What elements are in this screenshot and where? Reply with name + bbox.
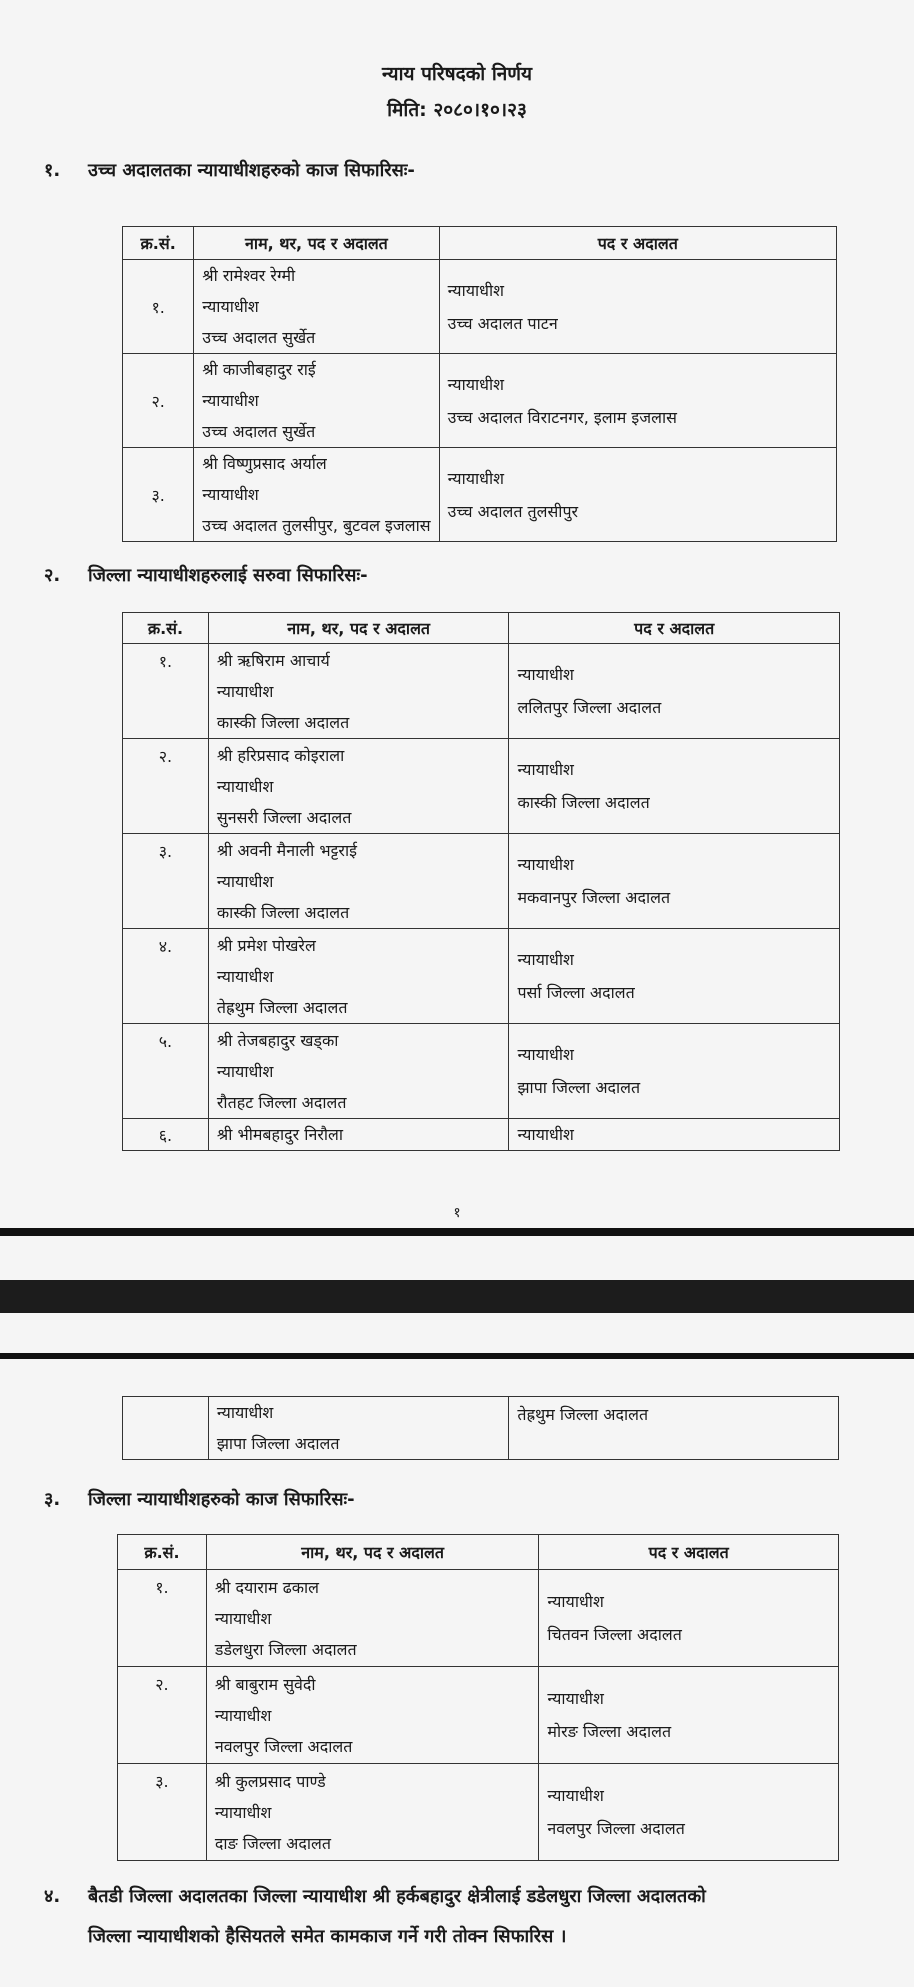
serial-number: ६. <box>123 1119 209 1151</box>
table-row <box>123 354 837 448</box>
document-date: मिति: २०८०।१०।२३ <box>387 99 527 121</box>
document-title: न्याय परिषदको निर्णय <box>381 63 533 85</box>
post-cell <box>439 354 836 448</box>
post-court: तेह्रथुम जिल्ला अदालत <box>517 1405 649 1424</box>
judge-name: श्री अवनी मैनाली भट्टराई <box>216 840 357 860</box>
section-number: ३. <box>44 1489 61 1510</box>
table-row <box>118 1764 839 1861</box>
serial-number: २. <box>123 739 209 834</box>
post-cell <box>539 1667 839 1764</box>
serial-number: २. <box>118 1667 207 1764</box>
post-cell <box>439 448 836 542</box>
post-title: न्यायाधीश <box>517 855 574 874</box>
column-header-sn: क्र.सं. <box>123 227 194 260</box>
name-cell <box>194 354 439 448</box>
judge-court: झापा जिल्ला अदालत <box>216 1434 340 1453</box>
post-court: झापा जिल्ला अदालत <box>517 1078 641 1097</box>
judge-court: उच्च अदालत सुर्खेत <box>202 422 316 441</box>
section-number: २. <box>44 565 61 586</box>
judge-title: न्यायाधीश <box>202 297 259 316</box>
table-row <box>123 1024 840 1119</box>
post-court: नवलपुर जिल्ला अदालत <box>547 1819 685 1838</box>
column-header-sn: क्र.सं. <box>123 613 209 644</box>
name-cell <box>206 1667 539 1764</box>
post-cell <box>509 1119 840 1151</box>
post-title: न्यायाधीश <box>447 374 504 394</box>
name-cell <box>206 1570 539 1667</box>
column-header-name: नाम, थर, पद र अदालत <box>206 1535 539 1570</box>
name-cell <box>194 448 439 542</box>
judge-name: श्री कुलप्रसाद पाण्डे <box>214 1771 326 1791</box>
table-header-row <box>118 1535 839 1570</box>
judge-name: श्री तेजबहादुर खड्का <box>216 1030 339 1050</box>
post-title: न्यायाधीश <box>547 1786 604 1805</box>
post-court: उच्च अदालत विराटनगर, इलाम इजलास <box>447 407 677 427</box>
serial-number: ३. <box>118 1764 207 1861</box>
judge-title: न्यायाधीश <box>214 1608 272 1628</box>
judge-court: दाङ जिल्ला अदालत <box>214 1833 331 1853</box>
post-cell <box>439 260 836 354</box>
section-title: जिल्ला न्यायाधीशहरुको काज सिफारिसः- <box>88 1489 355 1510</box>
post-title: न्यायाधीश <box>517 950 574 969</box>
paragraph-line: जिल्ला न्यायाधीशको हैसियतले समेत कामकाज गर्ने गरी तोक्न सिफारिस । <box>88 1926 567 1947</box>
judge-court: उच्च अदालत तुलसीपुर, बुटवल इजलास <box>202 516 431 535</box>
post-cell <box>509 1024 840 1119</box>
table-row <box>123 644 840 739</box>
name-cell <box>208 834 509 929</box>
section-title: जिल्ला न्यायाधीशहरुलाई सरुवा सिफारिसः- <box>88 565 368 586</box>
judge-name: श्री दयाराम ढकाल <box>214 1577 319 1597</box>
table-row <box>123 1119 840 1151</box>
page-divider <box>0 1228 914 1236</box>
serial-number: ४. <box>123 929 209 1024</box>
column-header-name: नाम, थर, पद र अदालत <box>208 613 509 644</box>
column-header-post: पद र अदालत <box>439 227 836 260</box>
table-header-row <box>123 227 837 260</box>
table-row <box>123 260 837 354</box>
post-cell <box>509 929 840 1024</box>
post-court: उच्च अदालत तुलसीपुर <box>447 501 579 521</box>
post-title: न्यायाधीश <box>447 468 504 488</box>
judge-title: न्यायाधीश <box>202 391 259 410</box>
post-title: न्यायाधीश <box>547 1689 604 1708</box>
post-court: मोरङ जिल्ला अदालत <box>547 1722 672 1741</box>
judge-name: श्री ऋषिराम आचार्य <box>216 650 330 670</box>
name-cell <box>208 1119 509 1151</box>
judge-title: न्यायाधीश <box>214 1705 272 1725</box>
column-header-post: पद र अदालत <box>509 613 840 644</box>
judge-title: न्यायाधीश <box>216 871 274 891</box>
paragraph-line: बैतडी जिल्ला अदालतका जिल्ला न्यायाधीश श्री हर्कबहादुर क्षेत्रीलाई डडेलधुरा जिल्ला अदालतको <box>88 1886 706 1907</box>
judge-court: सुनसरी जिल्ला अदालत <box>216 807 352 827</box>
judge-title: न्यायाधीश <box>216 681 274 701</box>
judge-court: कास्की जिल्ला अदालत <box>216 712 350 732</box>
section-2-heading <box>44 563 368 587</box>
serial-number: ५. <box>123 1024 209 1119</box>
post-title: न्यायाधीश <box>447 280 504 300</box>
page-gap <box>0 1236 914 1280</box>
column-header-sn: क्र.सं. <box>118 1535 207 1570</box>
section-title: उच्च अदालतका न्यायाधीशहरुको काज सिफारिसः- <box>88 160 415 181</box>
judge-name: श्री हरिप्रसाद कोइराला <box>216 745 345 765</box>
judge-title: न्यायाधीश <box>216 1061 274 1081</box>
post-cell <box>509 834 840 929</box>
post-title: न्यायाधीश <box>517 760 574 779</box>
judge-name: श्री भीमबहादुर निरौला <box>216 1125 344 1144</box>
post-court: ललितपुर जिल्ला अदालत <box>517 698 662 717</box>
post-cell <box>539 1764 839 1861</box>
section-3-heading <box>44 1487 355 1511</box>
table-header-row <box>123 613 840 644</box>
post-title: न्यायाधीश <box>517 665 574 684</box>
section-3-table <box>117 1534 839 1861</box>
judge-name: श्री रामेश्वर रेग्मी <box>202 266 296 285</box>
judge-court: तेह्रथुम जिल्ला अदालत <box>216 997 348 1017</box>
judge-title: न्यायाधीश <box>216 1403 274 1422</box>
post-court: पर्सा जिल्ला अदालत <box>517 983 635 1002</box>
name-cell <box>208 1397 509 1460</box>
section-1-table <box>122 226 837 542</box>
judge-court: उच्च अदालत सुर्खेत <box>202 328 316 347</box>
post-cell <box>509 1397 839 1460</box>
table-row <box>123 448 837 542</box>
judge-name: श्री प्रमेश पोखरेल <box>216 935 316 955</box>
serial-number: १. <box>123 260 194 354</box>
table-row <box>123 834 840 929</box>
table-row <box>123 739 840 834</box>
post-cell <box>539 1570 839 1667</box>
name-cell <box>208 644 509 739</box>
post-title: न्यायाधीश <box>517 1125 574 1144</box>
judge-name: श्री विष्णुप्रसाद अर्याल <box>202 454 327 473</box>
serial-number: १. <box>118 1570 207 1667</box>
page-gap <box>0 1313 914 1353</box>
post-court: उच्च अदालत पाटन <box>447 313 558 333</box>
judge-court: नवलपुर जिल्ला अदालत <box>214 1736 353 1756</box>
post-court: मकवानपुर जिल्ला अदालत <box>517 888 671 907</box>
section-number: ४. <box>44 1886 61 1907</box>
judge-title: न्यायाधीश <box>216 776 274 796</box>
post-title: न्यायाधीश <box>517 1045 574 1064</box>
serial-number: २. <box>123 354 194 448</box>
table-row <box>123 929 840 1024</box>
judge-court: रौतहट जिल्ला अदालत <box>216 1092 347 1112</box>
serial-number: ३. <box>123 448 194 542</box>
column-header-post: पद र अदालत <box>539 1535 839 1570</box>
table-row <box>118 1667 839 1764</box>
post-cell <box>509 644 840 739</box>
name-cell <box>208 739 509 834</box>
page-divider <box>0 1353 914 1359</box>
name-cell <box>208 1024 509 1119</box>
section-number: १. <box>44 160 61 181</box>
judge-court: कास्की जिल्ला अदालत <box>216 902 350 922</box>
judge-name: श्री काजीबहादुर राई <box>202 360 316 379</box>
column-header-name: नाम, थर, पद र अदालत <box>194 227 439 260</box>
page-divider-bar <box>0 1280 914 1313</box>
post-cell <box>509 739 840 834</box>
judge-title: न्यायाधीश <box>216 966 274 986</box>
serial-number <box>123 1397 209 1460</box>
name-cell <box>206 1764 539 1861</box>
name-cell <box>208 929 509 1024</box>
section-2-table-continued <box>122 1396 839 1460</box>
judge-title: न्यायाधीश <box>202 485 259 504</box>
name-cell <box>194 260 439 354</box>
post-court: चितवन जिल्ला अदालत <box>547 1625 682 1644</box>
post-title: न्यायाधीश <box>547 1592 604 1611</box>
serial-number: १. <box>123 644 209 739</box>
table-row <box>123 1397 839 1460</box>
judge-title: न्यायाधीश <box>214 1802 272 1822</box>
page-number: १ <box>453 1205 461 1221</box>
post-court: कास्की जिल्ला अदालत <box>517 793 650 812</box>
table-row <box>118 1570 839 1667</box>
section-2-table <box>122 612 840 1151</box>
serial-number: ३. <box>123 834 209 929</box>
section-1-heading <box>44 158 415 182</box>
judge-name: श्री बाबुराम सुवेदी <box>214 1674 316 1694</box>
section-4-paragraph <box>44 1877 894 1957</box>
judge-court: डडेलधुरा जिल्ला अदालत <box>214 1639 357 1659</box>
